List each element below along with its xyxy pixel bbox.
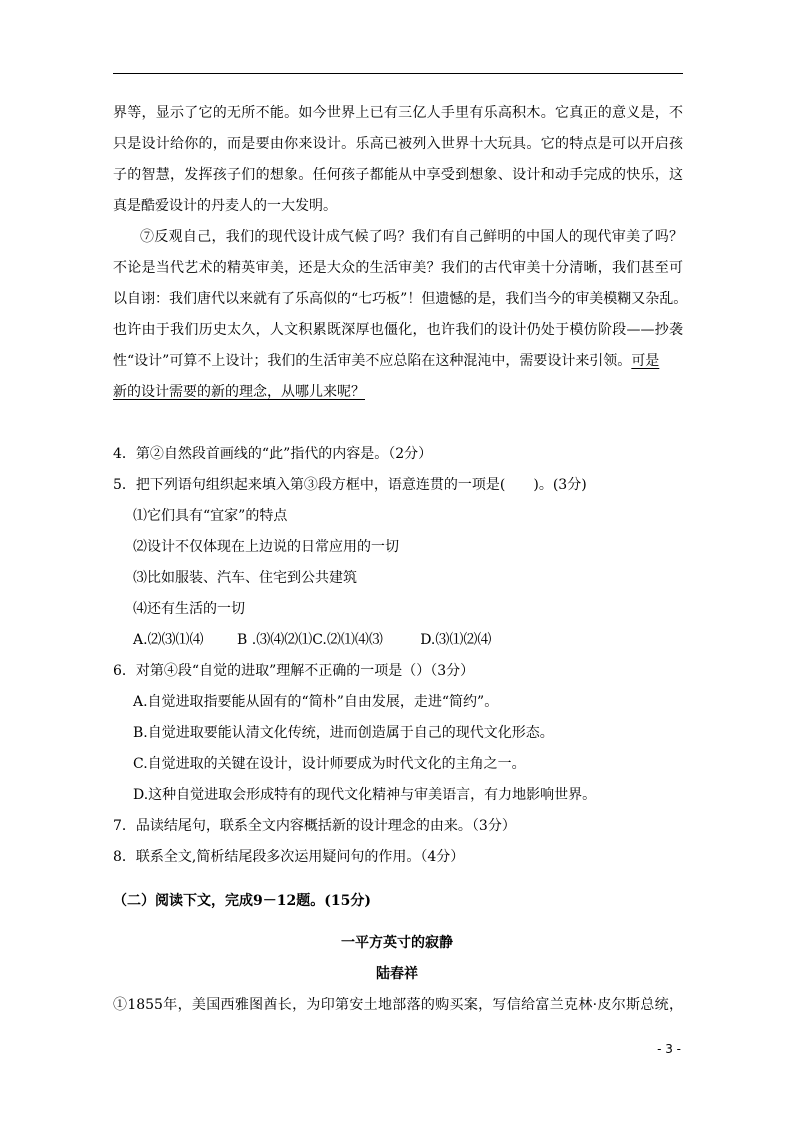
paragraph-text: 性“设计”可算不上设计；我们的生活审美不应总陷在这种混沌中，需要设计来引领。 [113,353,632,369]
paragraph-line: 不论是当代艺术的精英审美，还是大众的生活审美？我们的古代审美十分清晰，我们甚至可 [113,260,683,276]
q5-choice-c: C.⑵⑴⑷⑶ [312,632,383,648]
paragraph-line: 子的智慧，发挥孩子们的想象。任何孩子都能从中享受到想象、设计和动手完成的快乐，这 [113,167,683,183]
paragraph-line: ⑦反观自己，我们的现代设计成气候了吗？我们有自己鲜明的中国人的现代审美了吗？ [140,229,683,245]
q5-item: ⑵设计不仅体现在上边说的日常应用的一切 [133,539,399,555]
section-heading: （二）阅读下文，完成9－12题。(15分) [113,893,371,909]
q5-choice-b: B .⑶⑷⑵⑴ [237,632,313,648]
q6-option: B.自觉进取要能认清文化传统，进而创造属于自己的现代文化形态。 [133,725,554,741]
question-5: 5．把下列语句组织起来填入第③段方框中，语意连贯的一项是( )。(3分) [113,477,587,493]
question-4: 4．第②自然段首画线的“此”指代的内容是。（2分） [113,446,433,462]
q5-item: ⑴它们具有“宜家”的特点 [133,508,288,524]
q6-option: C.自觉进取的关键在设计，设计师要成为时代文化的主角之一。 [133,756,526,772]
underlined-line: 新的设计需要的新的理念，从哪儿来呢？ [113,384,365,400]
header-rule [113,73,683,74]
question-7: 7．品读结尾句，联系全文内容概括新的设计理念的由来。（3分） [113,818,516,834]
article-author: 陆春祥 [376,966,418,982]
underlined-text: 可是 [631,353,660,369]
q5-item: ⑷还有生活的一切 [133,601,245,617]
article-title: 一平方英寸的寂静 [341,935,453,951]
question-6: 6．对第④段“自觉的进取”理解不正确的一项是（）（3分） [113,663,475,679]
q5-choice-d: D.⑶⑴⑵⑷ [420,632,492,648]
q5-choices [133,630,491,650]
paragraph-line: 只是设计给你的，而是要由你来设计。乐高已被列入世界十大玩具。它的特点是可以开启孩 [113,136,683,152]
paragraph-line: ①1855年，美国西雅图酋长，为印第安土地部落的购买案，写信给富兰克林·皮尔斯总统， [113,997,683,1013]
q6-option: D.这种自觉进取会形成特有的现代文化精神与审美语言，有力地影响世界。 [133,787,597,803]
question-8: 8．联系全文,简析结尾段多次运用疑问句的作用。（4分） [113,849,465,865]
paragraph-line: 也许由于我们历史太久，人文积累既深厚也僵化，也许我们的设计仍处于模仿阶段——抄袭 [113,322,683,338]
q6-option: A.自觉进取指要能从固有的“简朴”自由发展，走进“简约”。 [133,694,499,710]
q5-choice-a: A.⑵⑶⑴⑷ [133,632,204,648]
page-number: - 3 - [657,1042,681,1056]
q5-item: ⑶比如服装、汽车、住宅到公共建筑 [133,570,357,586]
paragraph-line: 真是酷爱设计的丹麦人的一大发明。 [113,198,337,214]
paragraph-line: 以自诩：我们唐代以来就有了乐高似的“七巧板”！但遗憾的是，我们当今的审美模糊又杂乱。 [113,291,688,307]
paragraph-line [113,351,659,371]
paragraph-line: 界等，显示了它的无所不能。如今世界上已有三亿人手里有乐高积木。它真正的意义是，不 [113,105,683,121]
